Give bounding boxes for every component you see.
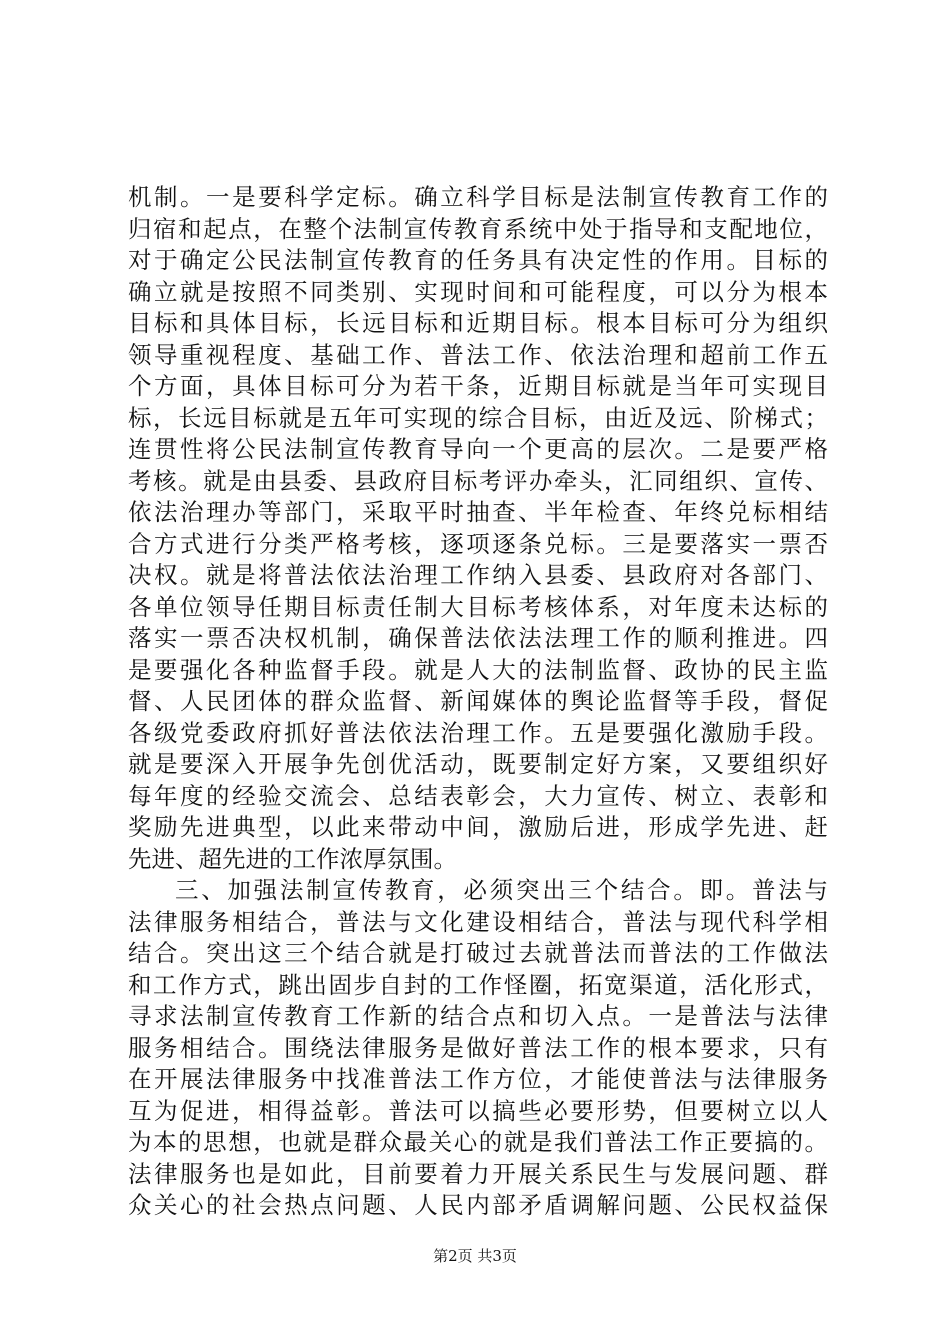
text-line: 各级党委政府抓好普法依法治理工作。五是要强化激励手段。 [128,718,828,747]
text-line: 落实一票否决权机制，确保普法依法法理工作的顺利推进。四 [128,624,828,652]
text-line: 各单位领导任期目标责任制大目标考核体系，对年度未达标的 [128,592,828,621]
text-line: 每年度的经验交流会、总结表彰会，大力宣传、树立、表彰和 [128,781,828,810]
text-line: 和工作方式，跳出固步自封的工作怪圈，拓宽渠道，活化形式， [128,970,828,999]
text-line: 标，长远目标就是五年可实现的综合目标，由近及远、阶梯式； [128,403,828,432]
paragraph-start-line: 三、加强法制宣传教育，必须突出三个结合。即。普法与 [175,876,828,904]
text-line: 确立就是按照不同类别、实现时间和可能程度，可以分为根本 [128,277,828,306]
text-line: 在开展法律服务中找准普法工作方位，才能使普法与法律服务 [128,1065,828,1093]
text-line: 是要强化各种监督手段。就是人大的法制监督、政协的民主监 [128,655,828,684]
text-line: 领导重视程度、基础工作、普法工作、依法治理和超前工作五 [128,340,828,369]
text-line: 就是要深入开展争先创优活动，既要制定好方案，又要组织好 [128,750,828,778]
text-line: 互为促进，相得益彰。普法可以搞些必要形势，但要树立以人 [128,1096,828,1125]
text-line: 督、人民团体的群众监督、新闻媒体的舆论监督等手段，督促 [128,687,828,715]
text-line: 为本的思想，也就是群众最关心的就是我们普法工作正要搞的。 [128,1128,828,1156]
text-line: 考核。就是由县委、县政府目标考评办牵头，汇同组织、宣传、 [128,466,828,495]
text-line: 对于确定公民法制宣传教育的任务具有决定性的作用。目标的 [128,246,828,274]
text-line: 结合。突出这三个结合就是打破过去就普法而普法的工作做法 [128,939,828,967]
text-line: 众关心的社会热点问题、人民内部矛盾调解问题、公民权益保 [128,1191,828,1219]
text-line: 寻求法制宣传教育工作新的结合点和切入点。一是普法与法律 [128,1002,828,1030]
text-line: 法律服务也是如此，目前要着力开展关系民生与发展问题、群 [128,1159,828,1188]
text-line: 奖励先进典型，以此来带动中间，激励后进，形成学先进、赶 [128,813,828,841]
text-line: 目标和具体目标，长远目标和近期目标。根本目标可分为组织 [128,309,828,337]
document-body [128,182,828,1222]
page-number-footer: 第2页 共3页 [433,1247,517,1265]
text-line: 服务相结合。围绕法律服务是做好普法工作的根本要求，只有 [128,1033,828,1062]
text-line: 决权。就是将普法依法治理工作纳入县委、县政府对各部门、 [128,561,828,589]
text-line: 连贯性将公民法制宣传教育导向一个更高的层次。二是要严格 [128,435,828,463]
text-line: 个方面，具体目标可分为若干条，近期目标就是当年可实现目 [128,372,828,400]
text-line: 机制。一是要科学定标。确立科学目标是法制宣传教育工作的 [128,183,828,211]
text-line: 归宿和起点，在整个法制宣传教育系统中处于指导和支配地位， [128,214,828,243]
text-line: 法律服务相结合，普法与文化建设相结合，普法与现代科学相 [128,907,828,936]
paragraph-end-line: 先进、超先进的工作浓厚氛围。 [128,844,457,873]
text-line: 依法治理办等部门，采取平时抽查、半年检查、年终兑标相结 [128,498,828,526]
text-line: 合方式进行分类严格考核，逐项逐条兑标。三是要落实一票否 [128,529,828,558]
